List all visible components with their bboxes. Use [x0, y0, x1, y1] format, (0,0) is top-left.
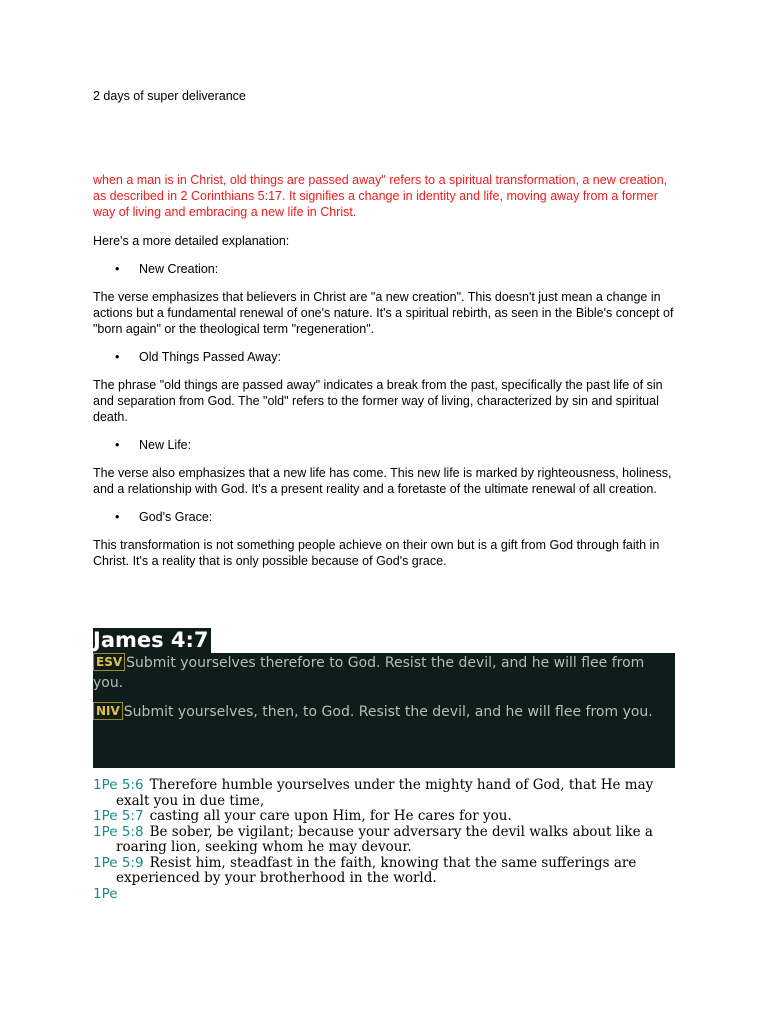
list-item [93, 809, 675, 825]
bullet-dot: • [115, 350, 120, 364]
bullet-dot: • [115, 438, 120, 452]
verse-text: Be sober, be vigilant; because your adversary the devil walks about like a roaring lion, seeking whom he may devour. [116, 823, 653, 855]
verse-text: casting all your care upon Him, for He cares for you. [149, 808, 512, 824]
verse-text: Resist him, steadfast in the faith, knowing that the same sufferings are experienced by your brotherhood in the world. [116, 854, 637, 886]
bullet-label: New Creation: [139, 262, 219, 276]
version-badge-niv[interactable]: NIV [93, 702, 123, 720]
bullet-label: New Life: [139, 438, 192, 452]
bullet-new-creation [93, 261, 675, 277]
verse-esv [93, 653, 675, 693]
verse-reference-link[interactable]: 1Pe 5:8 [93, 823, 144, 840]
document-title: 2 days of super deliverance [93, 89, 246, 103]
list-item [93, 887, 675, 903]
verse-text: Submit yourselves, then, to God. Resist the devil, and he will flee from you. [123, 704, 653, 720]
james-verse-box [93, 653, 675, 768]
verse-reference-link[interactable]: 1Pe 5:6 [93, 777, 144, 793]
bullet-label: God's Grace: [139, 510, 213, 524]
verse-reference-link[interactable]: 1Pe [93, 885, 118, 902]
explanation-section [93, 233, 675, 581]
verse-reference-link[interactable]: 1Pe 5:9 [93, 854, 144, 871]
list-item [93, 856, 675, 887]
bullet-label: Old Things Passed Away: [139, 350, 281, 364]
verse-reference-link[interactable]: 1Pe 5:7 [93, 808, 144, 824]
verse-text: Submit yourselves therefore to God. Resist the devil, and he will flee from you. [93, 655, 645, 691]
james-heading: James 4:7 [93, 628, 209, 652]
bullet-dot: • [115, 510, 120, 524]
verse-text: Therefore humble yourselves under the mighty hand of God, that He may exalt you in due time, [116, 777, 654, 809]
bullet-gods-grace [93, 509, 675, 525]
bullet-dot: • [115, 262, 120, 276]
intro-paragraph: when a man is in Christ, old things are passed away" refers to a spiritual transformation, a new creation, as described in 2 Corinthians 5:17. It signifies a change in identity and life, moving away from a former way of living and embracing a new life in Christ. [93, 173, 668, 219]
bullet-new-life [93, 437, 675, 453]
list-item [93, 778, 675, 809]
section-text: The verse also emphasizes that a new life has come. This new life is marked by righteousness, holiness, and a relationship with God. It's a present reality and a foretaste of the ultimate renewal of all creation. [93, 466, 672, 496]
list-item [93, 825, 675, 856]
reference-list [93, 778, 675, 902]
section-text: This transformation is not something people achieve on their own but is a gift from God through faith in Christ. It's a reality that is only possible because of God's grace. [93, 538, 660, 568]
verse-niv [93, 702, 675, 722]
bullet-old-things [93, 349, 675, 365]
section-text: The phrase "old things are passed away" indicates a break from the past, specifically the past life of sin and separation from God. The "old" refers to the former way of living, characterized by sin and spiritual death. [93, 378, 663, 424]
version-badge-esv[interactable]: ESV [93, 653, 125, 671]
lead-text: Here's a more detailed explanation: [93, 234, 290, 248]
section-text: The verse emphasizes that believers in Christ are "a new creation". This doesn't just mean a change in actions but a fundamental renewal of one's nature. It's a spiritual rebirth, as seen in the Bible's concept of "born again" or the theological term "regeneration". [93, 290, 674, 336]
